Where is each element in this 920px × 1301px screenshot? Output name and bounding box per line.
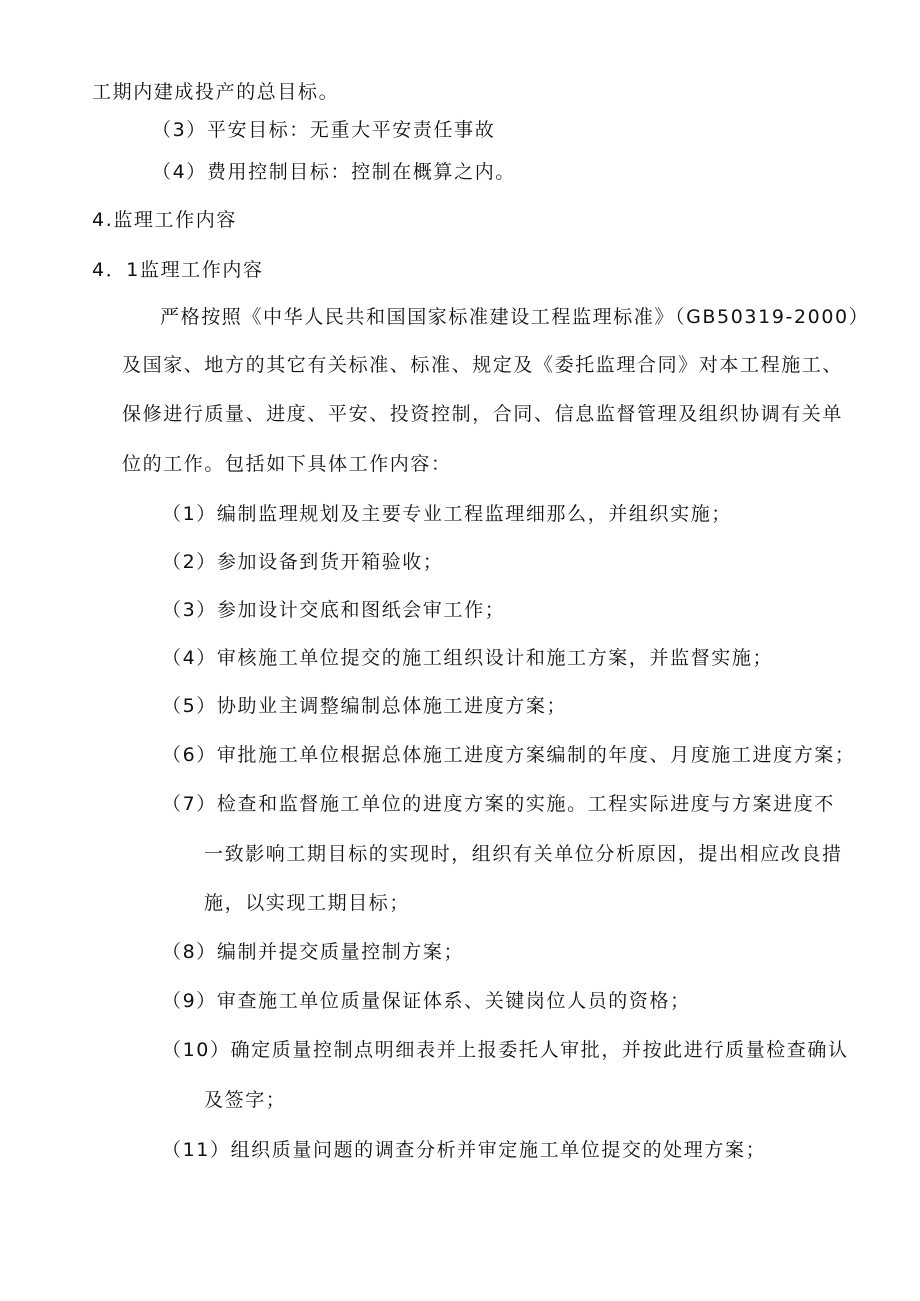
text-line: （3）平安目标：无重大平安责任事故: [152, 119, 496, 141]
list-item: （8）编制并提交质量控制方案；: [162, 941, 465, 963]
text-line: 及国家、地方的其它有关标准、标准、规定及《委托监理合同》对本工程施工、: [122, 354, 844, 376]
list-item: （1）编制监理规划及主要专业工程监理细那么，并组织实施；: [162, 503, 732, 525]
list-item-continuation: 一致影响工期目标的实现时，组织有关单位分析原因，提出相应改良措: [204, 843, 843, 865]
text-line: 保修进行质量、进度、平安、投资控制，合同、信息监督管理及组织协调有关单: [122, 403, 844, 425]
text-line: 工期内建成投产的总目标。: [92, 81, 340, 103]
list-item: （11）组织质量问题的调查分析并审定施工单位提交的处理方案；: [162, 1139, 767, 1161]
list-item: （2）参加设备到货开箱验收；: [162, 551, 444, 573]
list-item: （4）审核施工单位提交的施工组织设计和施工方案，并监督实施；: [162, 647, 774, 669]
list-item: （5）协助业主调整编制总体施工进度方案；: [162, 695, 568, 717]
text-line: 严格按照《中华人民共和国国家标准建设工程监理标准》（GB50319-2000）: [160, 306, 870, 328]
list-item: （7）检查和监督施工单位的进度方案的实施。工程实际进度与方案进度不: [162, 793, 835, 815]
list-item-continuation: 及签字；: [204, 1089, 287, 1111]
section-heading: 4.监理工作内容: [92, 209, 237, 231]
text-line: （4）费用控制目标：控制在概算之内。: [152, 161, 516, 183]
list-item: （9）审查施工单位质量保证体系、关键岗位人员的资格；: [162, 990, 691, 1012]
list-item-continuation: 施，以实现工期目标；: [204, 892, 411, 914]
subsection-heading: 4．1监理工作内容: [92, 259, 264, 281]
list-item: （10）确定质量控制点明细表并上报委托人审批，并按此进行质量检查确认: [162, 1039, 849, 1061]
list-item: （6）审批施工单位根据总体施工进度方案编制的年度、月度施工进度方案；: [162, 744, 856, 766]
list-item: （3）参加设计交底和图纸会审工作；: [162, 599, 506, 621]
text-line: 位的工作。包括如下具体工作内容：: [122, 453, 452, 475]
